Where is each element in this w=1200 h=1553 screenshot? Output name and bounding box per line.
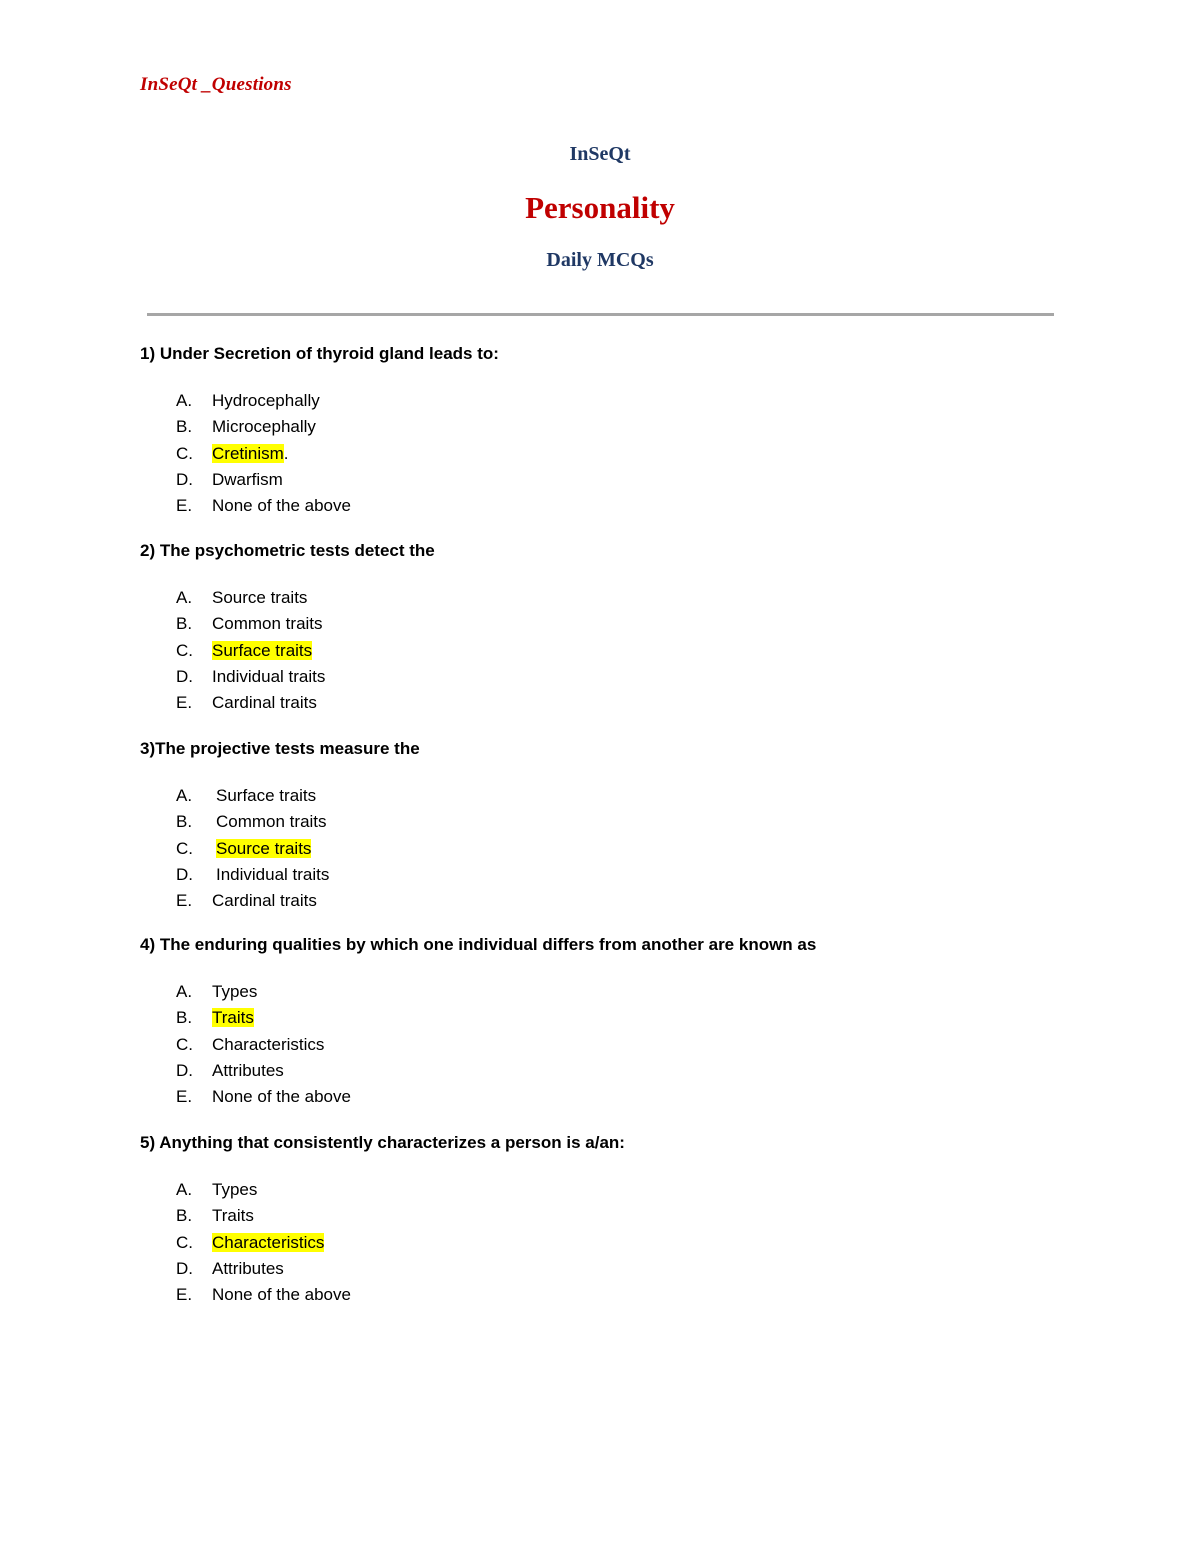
option-letter: A.: [176, 1180, 193, 1199]
option-text: [216, 786, 318, 806]
option-label: Hydrocephally: [212, 391, 320, 410]
option-label: None of the above: [212, 1285, 351, 1304]
correct-answer-text: [216, 839, 313, 859]
option-letter: A.: [176, 391, 193, 410]
option-letter: C.: [176, 1035, 193, 1054]
option-text: [212, 1285, 353, 1305]
option-letter: C.: [176, 1233, 193, 1252]
option-text: [212, 982, 259, 1002]
option-letter: E.: [176, 1087, 193, 1106]
option-text: [212, 470, 285, 490]
option-letter: A.: [176, 588, 193, 607]
option-label: Microcephally: [212, 417, 316, 436]
option-text: [212, 588, 309, 608]
brand-name: InSeQt: [569, 143, 631, 165]
option-letter: B.: [176, 1206, 193, 1225]
option-letter: E.: [176, 693, 193, 712]
question-text: 2) The psychometric tests detect the: [140, 541, 435, 560]
highlighted-answer: Cretinism: [212, 444, 284, 463]
question-text: 1) Under Secretion of thyroid gland leads to:: [140, 344, 499, 363]
document-title: Personality: [525, 190, 675, 225]
option-letter: C.: [176, 641, 193, 660]
correct-answer-text: [212, 641, 314, 661]
option-text: [212, 693, 319, 713]
option-letter: D.: [176, 667, 193, 686]
option-letter: E.: [176, 1285, 193, 1304]
option-letter: E.: [176, 496, 193, 515]
option-label: Attributes: [212, 1061, 284, 1080]
option-text: [212, 1061, 286, 1081]
option-label: Dwarfism: [212, 470, 283, 489]
option-label: Types: [212, 982, 258, 1001]
option-text: [212, 667, 327, 687]
option-letter: E.: [176, 891, 193, 910]
option-text: [212, 614, 325, 634]
option-label: None of the above: [212, 496, 351, 515]
option-label: Attributes: [212, 1259, 284, 1278]
running-header: InSeQt _Questions: [140, 74, 292, 95]
option-label: Surface traits: [216, 786, 317, 805]
highlighted-answer: Traits: [212, 1008, 254, 1027]
question-text: 5) Anything that consistently characterizes a person is a/an:: [140, 1133, 625, 1152]
option-letter: B.: [176, 1008, 193, 1027]
option-text: [212, 1087, 353, 1107]
option-text: [212, 417, 318, 437]
correct-answer-text: [212, 1233, 326, 1253]
option-letter: A.: [176, 982, 193, 1001]
document-subtitle: Daily MCQs: [546, 249, 654, 271]
option-text: [212, 891, 319, 911]
correct-answer-text: [212, 1008, 256, 1028]
option-letter: D.: [176, 1259, 193, 1278]
option-text: [216, 812, 329, 832]
option-text: [212, 391, 322, 411]
option-letter: C.: [176, 839, 193, 858]
option-letter: B.: [176, 417, 193, 436]
question-text: 3)The projective tests measure the: [140, 739, 420, 758]
option-label: Traits: [212, 1206, 254, 1225]
option-letter: D.: [176, 865, 193, 884]
option-label: Common traits: [216, 812, 327, 831]
option-letter: C.: [176, 444, 193, 463]
horizontal-divider: [147, 313, 1054, 316]
option-text: [216, 865, 331, 885]
option-letter: D.: [176, 470, 193, 489]
option-suffix: .: [283, 444, 289, 463]
option-letter: B.: [176, 614, 193, 633]
option-text: [212, 1035, 326, 1055]
option-letter: A.: [176, 786, 193, 805]
option-label: Characteristics: [212, 1035, 325, 1054]
option-label: Individual traits: [216, 865, 330, 884]
option-letter: D.: [176, 1061, 193, 1080]
question-text: 4) The enduring qualities by which one individual differs from another are known as: [140, 935, 817, 954]
option-label: Types: [212, 1180, 258, 1199]
highlighted-answer: Source traits: [216, 839, 312, 858]
option-letter: B.: [176, 812, 193, 831]
option-label: Common traits: [212, 614, 323, 633]
option-text: [212, 496, 353, 516]
highlighted-answer: Characteristics: [212, 1233, 325, 1252]
option-text: [212, 1206, 256, 1226]
option-label: None of the above: [212, 1087, 351, 1106]
highlighted-answer: Surface traits: [212, 641, 313, 660]
option-label: Cardinal traits: [212, 891, 317, 910]
option-text: [212, 1180, 259, 1200]
option-text: [212, 1259, 286, 1279]
option-label: Individual traits: [212, 667, 326, 686]
option-label: Cardinal traits: [212, 693, 317, 712]
correct-answer-text: [212, 444, 291, 464]
option-label: Source traits: [212, 588, 308, 607]
